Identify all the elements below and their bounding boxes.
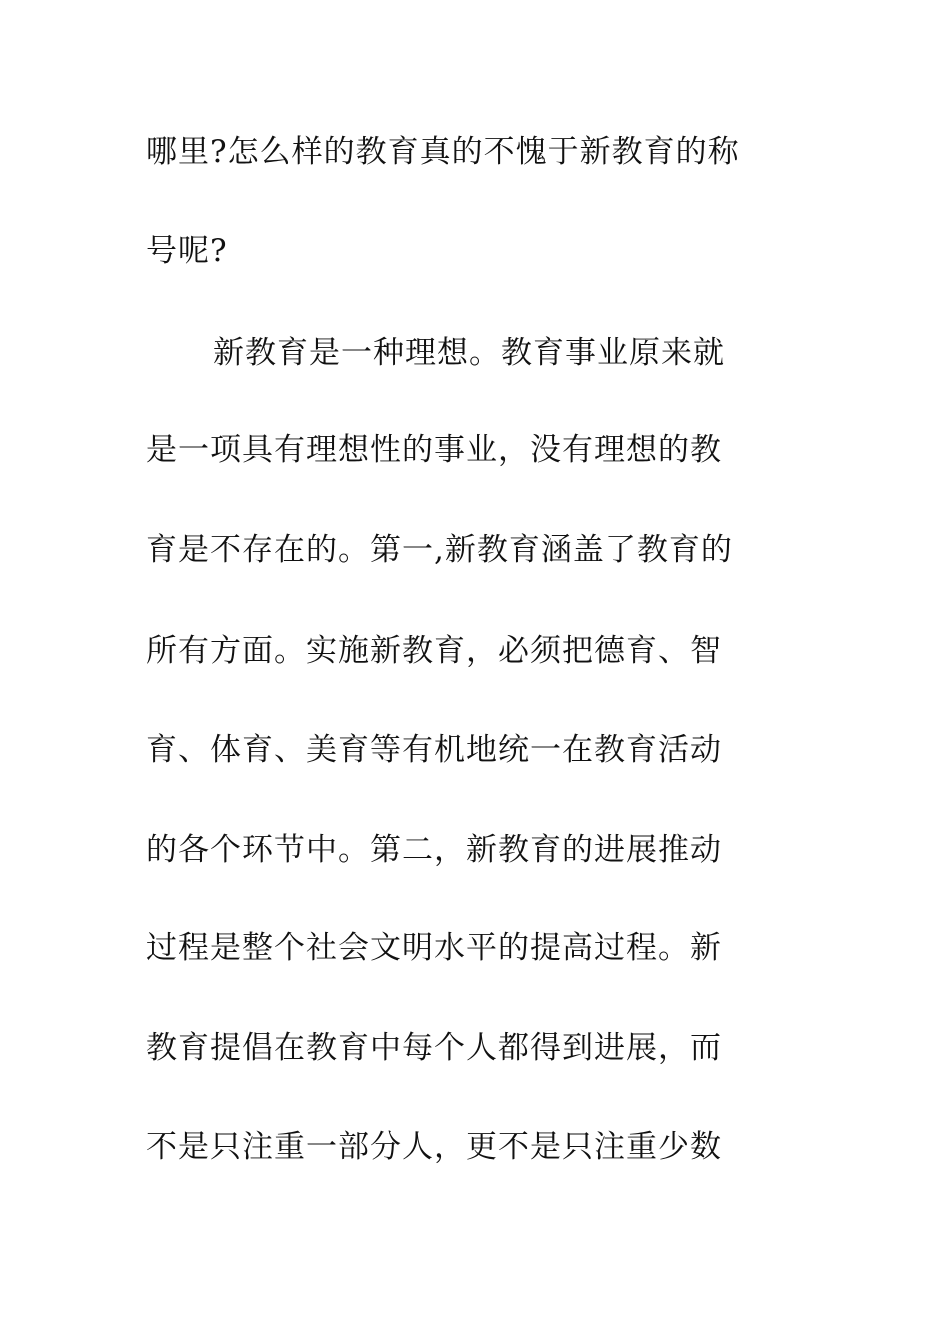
text-line-6: 所有方面。实施新教育，必须把德育、智 xyxy=(146,633,722,669)
text-line-7: 育、体育、美育等有机地统一在教育活动 xyxy=(146,732,722,768)
text-line-2: 号呢? xyxy=(146,233,228,269)
paragraph-start-line: 新教育是一种理想。教育事业原来就 xyxy=(213,335,725,371)
text-line-8: 的各个环节中。第二，新教育的进展推动 xyxy=(146,832,722,868)
text-line-5: 育是不存在的。第一,新教育涵盖了教育的 xyxy=(146,532,733,568)
text-line-1: 哪里?怎么样的教育真的不愧于新教育的称 xyxy=(146,134,740,170)
text-line-4: 是一项具有理想性的事业，没有理想的教 xyxy=(146,432,722,468)
text-line-11: 不是只注重一部分人，更不是只注重少数 xyxy=(146,1129,722,1165)
text-line-9: 过程是整个社会文明水平的提高过程。新 xyxy=(146,930,722,966)
text-line-10: 教育提倡在教育中每个人都得到进展，而 xyxy=(146,1030,722,1066)
